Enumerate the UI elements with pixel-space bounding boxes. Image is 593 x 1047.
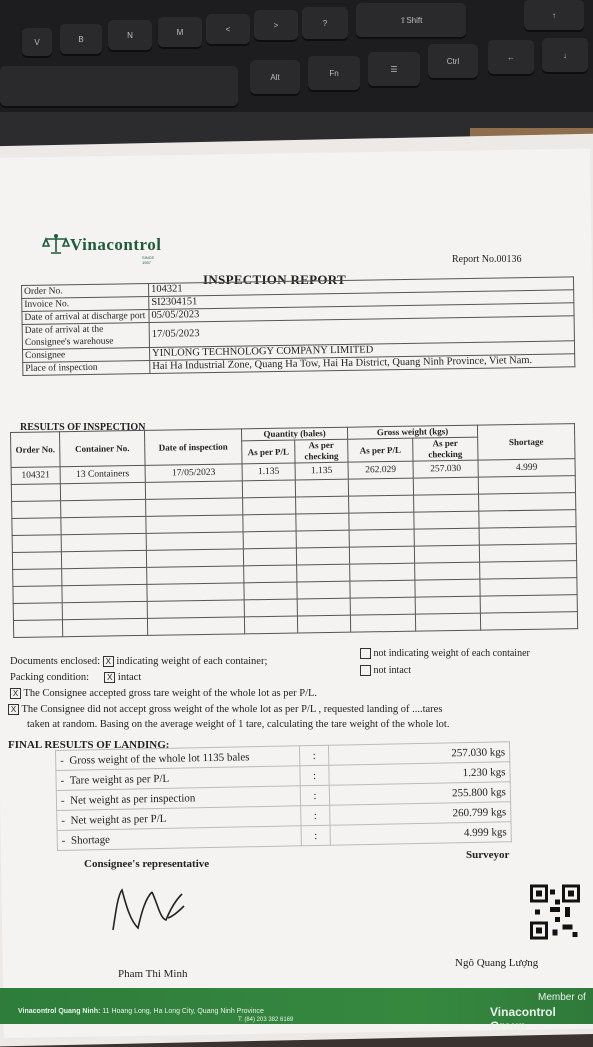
cell-gross-pl: 262.029: [348, 461, 413, 479]
final-colon: :: [301, 825, 330, 846]
key-up: ↑: [524, 0, 584, 30]
cell-order-no: 104321: [11, 467, 60, 485]
info-label: Consignee: [23, 347, 150, 362]
empty-cell: [243, 514, 296, 532]
empty-cell: [147, 617, 244, 636]
surveyor-title: Surveyor: [466, 849, 510, 861]
empty-cell: [243, 531, 296, 549]
footer-group: Vinacontrol Group: [490, 1005, 556, 1033]
empty-cell: [147, 600, 244, 619]
final-value: 1.230 kgs: [329, 762, 510, 785]
accepted-text: The Consignee accepted gross tare weight of the whole lot as per P/L.: [23, 688, 318, 699]
empty-cell: [242, 480, 295, 498]
key-left: ←: [488, 40, 534, 74]
empty-cell: [61, 499, 146, 517]
info-value: YINLONG TECHNOLOGY COMPANY LIMITED: [149, 341, 574, 361]
empty-cell: [13, 603, 62, 621]
surveyor-name: Ngô Quang Lượng: [455, 957, 539, 969]
documents-checkbox: X: [103, 656, 114, 667]
not-indicating-line: [360, 648, 530, 659]
cell-qty-pl: 1.135: [242, 463, 295, 481]
info-value: SI2304151: [149, 290, 574, 310]
info-value: 104321: [148, 277, 573, 297]
empty-cell: [13, 620, 62, 638]
info-label: Date of arrival at the Consignee's warehouse: [22, 322, 149, 349]
final-value: 4.999 kgs: [330, 822, 511, 845]
key-down: ↓: [542, 38, 588, 72]
empty-cell: [414, 528, 479, 546]
not-indicating-text: not indicating weight of each container: [373, 648, 530, 659]
footer-company: Vinacontrol Quang Ninh:: [18, 1008, 101, 1015]
empty-cell: [414, 494, 479, 512]
empty-cell: [296, 513, 349, 531]
final-value: 255.800 kgs: [329, 782, 510, 805]
empty-cell: [349, 529, 414, 547]
cell-qty-checking: 1.135: [295, 462, 348, 480]
col-container-no: Container No.: [60, 430, 146, 466]
not-accepted-text-2: taken at random. Basing on the average weight of 1 tare, calculating the tare weight of the whole lot.: [27, 719, 450, 730]
scale-icon: [42, 233, 70, 255]
empty-cell: [147, 583, 244, 602]
empty-cell: [11, 484, 60, 502]
empty-cell: [480, 595, 577, 614]
packing-label: Packing condition:: [10, 672, 90, 683]
final-label: - Gross weight of the whole lot 1135 bales: [56, 746, 300, 771]
empty-cell: [350, 580, 415, 598]
brand-name: Vinacontrol: [70, 235, 162, 254]
key-menu: ☰: [368, 52, 420, 86]
empty-cell: [480, 561, 577, 580]
empty-cell: [297, 564, 350, 582]
empty-cell: [297, 615, 350, 633]
final-label: - Shortage: [57, 826, 301, 851]
col-shortage: Shortage: [477, 424, 575, 461]
empty-cell: [60, 482, 145, 500]
qr-code: [530, 884, 580, 940]
key-shift: ⇧Shift: [356, 3, 466, 37]
report-number: Report No.00136: [452, 254, 522, 265]
empty-cell: [61, 533, 146, 551]
empty-cell: [62, 567, 147, 585]
empty-cell: [146, 515, 243, 534]
intact-checkbox: X: [104, 672, 115, 683]
empty-cell: [13, 569, 62, 587]
empty-cell: [62, 618, 147, 636]
empty-cell: [244, 582, 297, 600]
empty-cell: [61, 516, 146, 534]
col-order-no: Order No.: [11, 432, 61, 468]
cell-shortage: 4.999: [478, 459, 575, 478]
empty-cell: [415, 596, 480, 614]
cell-container-no: 13 Containers: [60, 465, 145, 483]
info-value: 05/05/2023: [149, 303, 574, 323]
documents-label: Documents enclosed:: [10, 656, 101, 667]
intact-text: intact: [117, 672, 142, 683]
empty-cell: [479, 510, 576, 529]
empty-cell: [243, 497, 296, 515]
key-alt: Alt: [250, 60, 300, 94]
empty-cell: [414, 511, 479, 529]
empty-cell: [12, 552, 61, 570]
not-intact-text: not intact: [373, 665, 411, 676]
col-date: Date of inspection: [144, 429, 242, 466]
key-n: N: [108, 20, 152, 50]
empty-cell: [413, 477, 478, 495]
col-qty-pl: As per P/L: [242, 440, 295, 464]
col-gross: Gross weight (kgs): [347, 425, 477, 439]
empty-cell: [145, 481, 242, 500]
empty-cell: [479, 527, 576, 546]
empty-cell: [480, 612, 577, 631]
empty-cell: [61, 550, 146, 568]
empty-cell: [350, 614, 415, 632]
final-results-table: [55, 741, 512, 851]
final-colon: :: [301, 805, 330, 826]
empty-cell: [415, 562, 480, 580]
empty-cell: [415, 613, 480, 631]
final-value: 260.799 kgs: [330, 802, 511, 825]
final-label: - Net weight as per P/L: [57, 806, 301, 831]
empty-cell: [480, 578, 577, 597]
empty-cell: [350, 563, 415, 581]
final-colon: :: [300, 785, 329, 806]
empty-cell: [62, 584, 147, 602]
col-gross-checking: As per checking: [413, 437, 478, 461]
brand-since: SINCE 1957: [142, 255, 155, 265]
empty-cell: [295, 479, 348, 497]
empty-cell: [12, 501, 61, 519]
empty-cell: [349, 512, 414, 530]
empty-cell: [296, 530, 349, 548]
results-table: [10, 423, 578, 638]
key-b: B: [60, 24, 102, 54]
empty-cell: [62, 601, 147, 619]
consignee-title: Consignee's representative: [84, 858, 210, 870]
empty-cell: [13, 586, 62, 604]
empty-cell: [415, 579, 480, 597]
empty-cell: [479, 544, 576, 563]
empty-cell: [146, 549, 243, 568]
info-value: Hai Ha Industrial Zone, Quang Ha Tow, Hai Ha District, Quang Ninh Province, Viet Nam.: [150, 354, 575, 374]
accepted-line: [10, 688, 317, 699]
empty-cell: [297, 581, 350, 599]
not-indicating-checkbox: [360, 648, 371, 659]
final-colon: :: [299, 745, 328, 766]
documents-line: [10, 656, 267, 667]
signature-mark: [108, 880, 198, 940]
not-accepted-checkbox: X: [8, 704, 19, 715]
empty-cell: [478, 476, 575, 495]
key-less: <: [206, 14, 250, 44]
empty-cell: [243, 548, 296, 566]
empty-cell: [479, 493, 576, 512]
empty-cell: [414, 545, 479, 563]
cell-date: 17/05/2023: [145, 464, 242, 483]
key-greater: >: [254, 10, 298, 40]
empty-cell: [297, 598, 350, 616]
consignee-name: Pham Thi Minh: [118, 968, 188, 980]
key-question: ?: [302, 7, 348, 39]
empty-cell: [296, 547, 349, 565]
info-value: 17/05/2023: [149, 316, 574, 348]
empty-cell: [349, 546, 414, 564]
col-gross-pl: As per P/L: [348, 438, 413, 462]
footer-member: Member of: [538, 992, 586, 1003]
key-m: M: [158, 17, 202, 47]
final-label: - Net weight as per inspection: [56, 786, 300, 811]
indicating-text: indicating weight of each container;: [116, 656, 268, 667]
final-value: 257.030 kgs: [328, 742, 509, 765]
results-label: RESULTS OF INSPECTION: [20, 422, 146, 433]
packing-line: [10, 672, 141, 683]
key-fn: Fn: [308, 56, 360, 90]
info-label: Date of arrival at discharge port: [22, 309, 149, 324]
info-label: Invoice No.: [22, 296, 149, 311]
not-accepted-text-1: The Consignee did not accept gross weight of the whole lot as per P/L , requested landing of ....tares: [21, 704, 443, 715]
empty-cell: [244, 565, 297, 583]
not-accepted-line: [8, 704, 442, 715]
not-intact-line: [360, 665, 411, 676]
final-colon: :: [300, 765, 329, 786]
col-quantity: Quantity (bales): [241, 427, 347, 441]
empty-cell: [146, 532, 243, 551]
empty-cell: [349, 495, 414, 513]
col-qty-checking: As per checking: [295, 439, 348, 463]
footer-address-text: 11 Hoang Long, Ha Long City, Quang Ninh Province: [102, 1008, 264, 1015]
empty-cell: [348, 478, 413, 496]
empty-cell: [147, 566, 244, 585]
footer-address: [18, 1008, 264, 1015]
empty-cell: [244, 616, 297, 634]
key-ctrl: Ctrl: [428, 44, 478, 78]
page-title: INSPECTION REPORT: [203, 272, 346, 287]
cell-gross-checking: 257.030: [413, 460, 478, 478]
final-results-title: FINAL RESULTS OF LANDING:: [8, 739, 170, 751]
brand-logo: [42, 233, 162, 265]
footer-phone: T: (84) 203 382 6169: [238, 1017, 294, 1023]
empty-rows: [11, 476, 577, 638]
key-v: V: [22, 28, 52, 56]
empty-cell: [146, 498, 243, 517]
empty-cell: [12, 518, 61, 536]
empty-cell: [12, 535, 61, 553]
empty-cell: [296, 496, 349, 514]
footer-band: [0, 988, 593, 1033]
info-label: Order No.: [22, 283, 149, 298]
empty-cell: [244, 599, 297, 617]
empty-cell: [350, 597, 415, 615]
info-table: [21, 276, 575, 376]
final-label: - Tare weight as per P/L: [56, 766, 300, 791]
not-intact-checkbox: [360, 665, 371, 676]
accepted-checkbox: X: [10, 688, 21, 699]
info-label: Place of inspection: [23, 360, 150, 375]
